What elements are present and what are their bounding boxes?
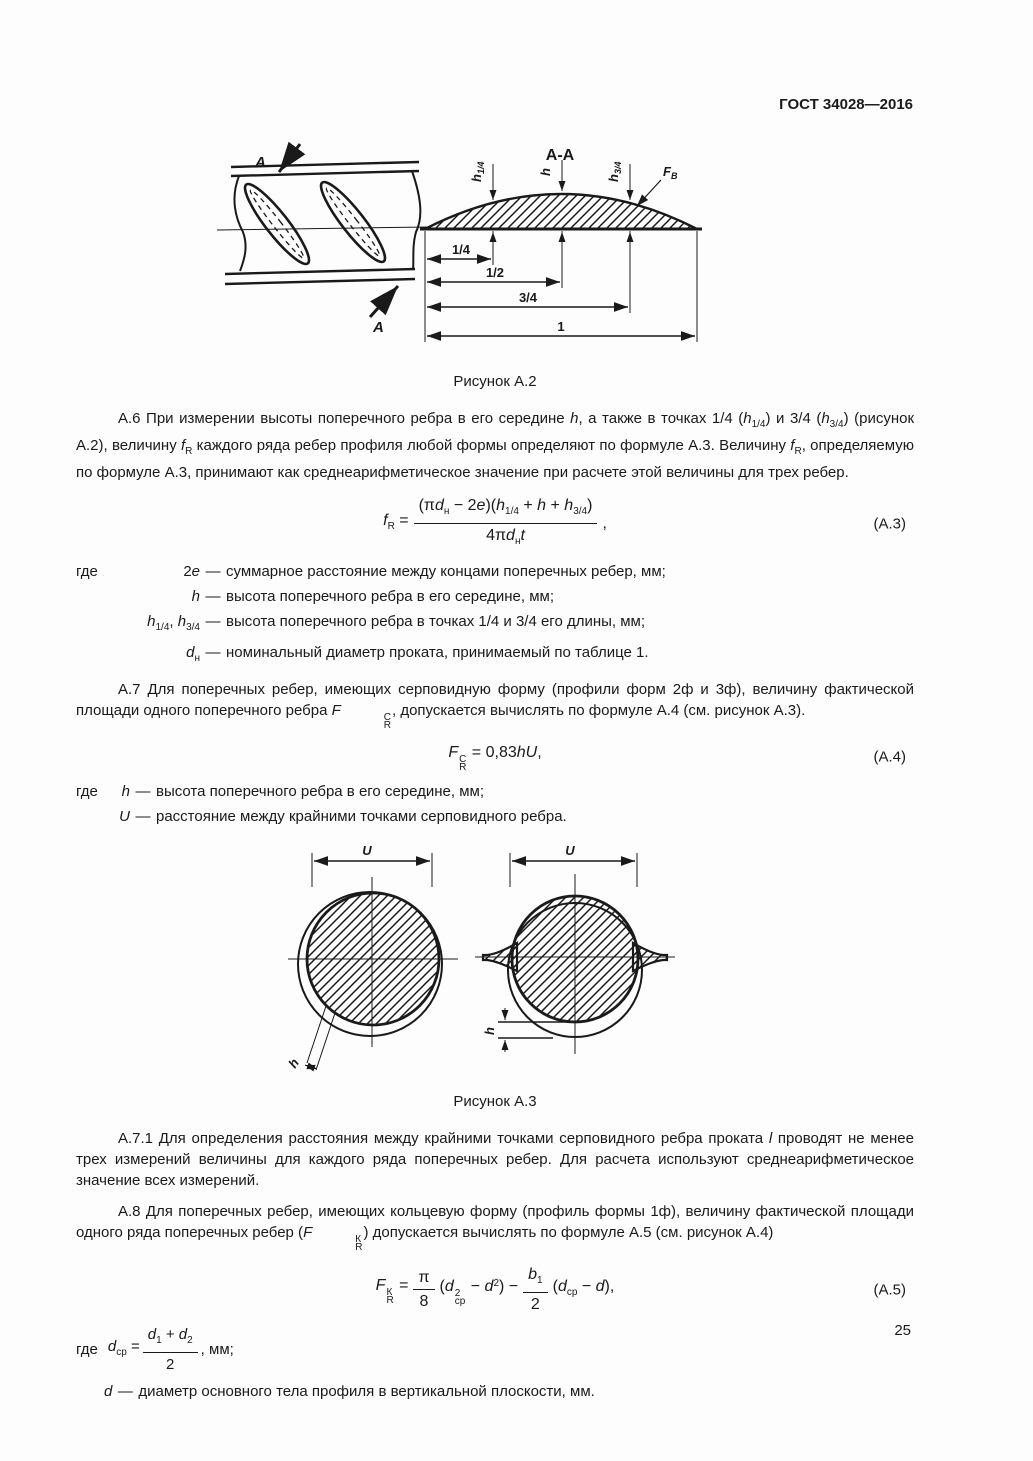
paragraph-a8: А.8 Для поперечных ребер, имеющих кольцевую форму (профиль формы 1ф), величину фактической площади одного ряда поперечных ребер (F К R ) допускается вычислять по формуле А.5 (см. рисунок А.4) (76, 1203, 914, 1253)
rebar-side-view (217, 144, 429, 317)
formula-a4-body: F С R = 0,83hU, (448, 744, 542, 773)
formula-a5-fraction-pi8: $\frac{\pi}{8}$ (413, 1267, 434, 1312)
page-content (76, 128, 914, 1402)
figure-a2-caption: Рисунок А.2 (453, 373, 537, 390)
definition-row: d — диаметр основного тела профиля в вертикальной плоскости, мм. (104, 1383, 595, 1400)
u-dim-label-right: U (565, 843, 575, 858)
formula-a5: F К R = $\frac{\pi}{8}$ (d 2 ср − $d^2$) − $\frac{b_1}{2}$ $(d_{ср} - d)$, (А.5) (375, 1266, 906, 1313)
section-cut-label-bottom: А (373, 319, 384, 336)
definition-row: где 2e — суммарное расстояние между концами поперечных ребер, мм; (76, 563, 666, 580)
dim-label-threequarter: 3/4 (518, 290, 538, 305)
figure-a3 (76, 829, 914, 1112)
section-cut-label-top: А (255, 154, 266, 171)
definition-row: где $d_{ср}$ = $\frac{d_1 + d_2}{2}$ , мм; (76, 1326, 234, 1373)
formula-a3-fraction: $\frac{(\pi d_н - 2e)(h_{1/4} + h + h_{3/4})}{4\pi d_нt}$ (414, 495, 598, 552)
figure-a2 (76, 134, 914, 392)
definition-row: $h_{1/4}$, $h_{3/4}$ — высота поперечного ребра в точках 1/4 и 3/4 его длины, мм; (147, 613, 646, 633)
dim-label-quarter: 1/4 (451, 242, 471, 257)
figure-a3-caption: Рисунок А.3 (453, 1093, 537, 1110)
definition-row: U — расстояние между крайними точками серповидного ребра. (119, 808, 567, 825)
dim-label-half: 1/2 (485, 265, 505, 280)
figure-a3-drawing (265, 829, 725, 1079)
u-dim-label-left: U (362, 843, 372, 858)
paragraph-a6: А.6 При измерении высоты поперечного ребра в его середине h, а также в точках 1/4 $(h_{1/4})$ и 3/4 $(h_{3/4})$ (рисунок А.2), величину $f_R$ каждого ряда ребер профиля любой формы определяют по формуле А.3. Величину $f_R$, определяемую по формуле А.3, принимают как среднеарифметическое значение при расчете этой величины для трех ребер. (76, 410, 915, 481)
definitions-a4 (76, 781, 914, 827)
formula-a5-fraction-b12: $\frac{b_1}{2}$ (523, 1264, 547, 1315)
h-dim-label-left: h (285, 1055, 303, 1071)
dim-label-full: 1 (557, 319, 565, 334)
formula-a4-number: (А.4) (873, 748, 906, 766)
paragraph-a71: А.7.1 Для определения расстояния между крайними точками серповидного ребра проката l проводят не менее трех измерений величины для каждого ряда поперечных ребер. Для расчета используют среднеарифметическое значение всех измерений. (76, 1130, 914, 1189)
h-dim-label-right: h (482, 1027, 497, 1035)
section-title: А-А (545, 147, 575, 164)
formula-a5-number: (А.5) (873, 1281, 906, 1298)
formula-a3: $f_R$ = $\frac{(\pi d_н - 2e)(h_{1/4} + h + h_{3/4})}{4\pi d_нt}$ , (А.3) (76, 495, 914, 552)
page-number: 25 (894, 1322, 911, 1339)
crescent-rib-section (288, 853, 458, 1070)
formula-a3-number: (А.3) (873, 515, 906, 532)
formula-a4 (76, 742, 914, 772)
rib-height-quarter-label: $h_{1/4}$ (469, 161, 486, 182)
definition-row: где h — высота поперечного ребра в его середине, мм; (76, 783, 485, 800)
standard-number: ГОСТ 34028—2016 (779, 96, 913, 113)
formula-a5-lhs: F К R = (375, 1276, 409, 1306)
rib-area-label: $F_В$ (663, 164, 678, 181)
paragraph-a7: А.7 Для поперечных ребер, имеющих серповидную форму (профили форм 2ф и 3ф), величину фактической площади одного поперечного ребра F С R , допускается вычислять по формуле А.4 (см. рисунок А.3). (76, 681, 914, 731)
rib-height-mid-label: h (538, 168, 553, 176)
definition-row: h — высота поперечного ребра в его середине, мм; (191, 588, 555, 605)
definitions-a5 (76, 1324, 914, 1402)
dcp-fraction: $\frac{d_1 + d_2}{2}$ (143, 1324, 198, 1375)
definitions-a3 (76, 561, 914, 669)
formula-a3-lhs: $f_R$ = (383, 512, 409, 532)
ring-rib-section (475, 853, 675, 1054)
figure-a2-drawing (215, 134, 775, 359)
rib-height-threequarter-label: $h_{3/4}$ (606, 161, 623, 182)
definition-row: $d_н$ — номинальный диаметр проката, принимаемый по таблице 1. (186, 644, 649, 664)
